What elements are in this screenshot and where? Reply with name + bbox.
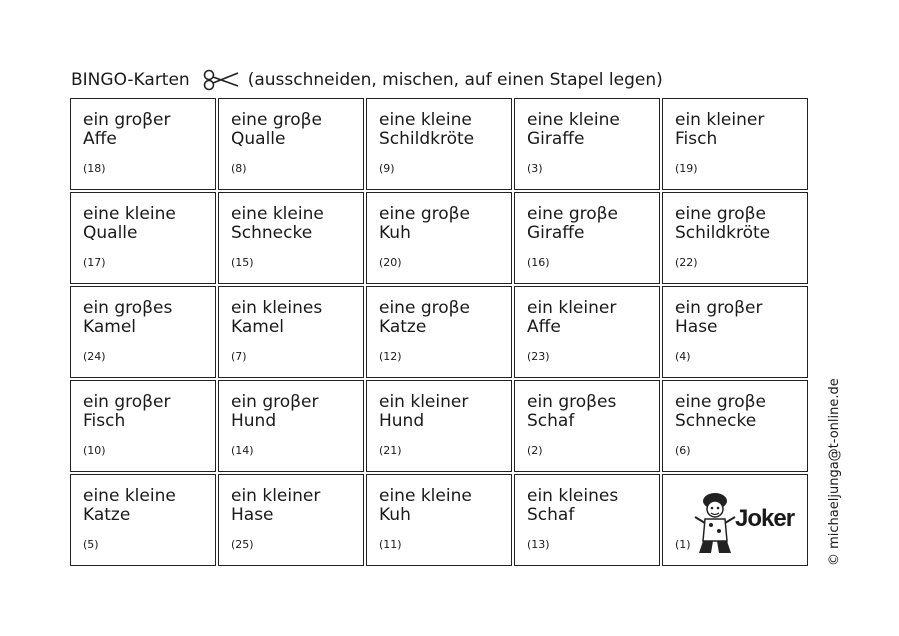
card-text: eine kleine Schnecke — [231, 204, 324, 243]
card-text: ein groβer Affe — [83, 110, 171, 149]
card-text: eine groβe Kuh — [379, 204, 470, 243]
bingo-card-joker — [662, 474, 808, 566]
card-number: (19) — [675, 162, 698, 175]
bingo-card — [662, 286, 808, 378]
bingo-card — [218, 192, 364, 284]
card-text: ein kleiner Hund — [379, 392, 469, 431]
card-text: ein groβes Kamel — [83, 298, 173, 337]
bingo-card — [514, 98, 660, 190]
bingo-card — [366, 98, 512, 190]
card-text: eine kleine Katze — [83, 486, 176, 525]
bingo-card — [70, 98, 216, 190]
card-text: ein kleiner Hase — [231, 486, 321, 525]
bingo-card — [662, 98, 808, 190]
bingo-card — [514, 474, 660, 566]
card-number: (14) — [231, 444, 254, 457]
card-text: eine kleine Kuh — [379, 486, 472, 525]
card-number: (11) — [379, 538, 402, 551]
bingo-card — [366, 474, 512, 566]
card-text: eine groβe Giraffe — [527, 204, 618, 243]
card-number: (8) — [231, 162, 247, 175]
card-number: (16) — [527, 256, 550, 269]
card-number: (18) — [83, 162, 106, 175]
card-number: (5) — [83, 538, 99, 551]
card-text: ein groβer Hase — [675, 298, 763, 337]
card-number: (15) — [231, 256, 254, 269]
copyright-notice: © michaeljunga@t-online.de — [827, 378, 842, 566]
card-number: (9) — [379, 162, 395, 175]
card-number: (13) — [527, 538, 550, 551]
card-number: (12) — [379, 350, 402, 363]
card-text: eine groβe Schnecke — [675, 392, 766, 431]
card-number: (10) — [83, 444, 106, 457]
card-number: (2) — [527, 444, 543, 457]
card-text: eine groβe Katze — [379, 298, 470, 337]
card-number: (20) — [379, 256, 402, 269]
clown-icon — [691, 491, 739, 557]
bingo-card — [70, 286, 216, 378]
card-number: (24) — [83, 350, 106, 363]
card-text: ein groβer Hund — [231, 392, 319, 431]
bingo-card — [366, 192, 512, 284]
page-title: BINGO-Karten — [71, 70, 190, 90]
bingo-card — [70, 474, 216, 566]
bingo-card — [514, 192, 660, 284]
card-text: eine groβe Qualle — [231, 110, 322, 149]
bingo-card — [70, 380, 216, 472]
card-number: (6) — [675, 444, 691, 457]
bingo-card — [366, 286, 512, 378]
card-number: (22) — [675, 256, 698, 269]
card-text: ein kleiner Fisch — [675, 110, 765, 149]
card-number: (25) — [231, 538, 254, 551]
bingo-card — [366, 380, 512, 472]
bingo-card — [662, 380, 808, 472]
card-number: (23) — [527, 350, 550, 363]
card-number: (7) — [231, 350, 247, 363]
scissors-icon — [202, 69, 240, 91]
bingo-card — [218, 286, 364, 378]
bingo-card-grid — [70, 98, 808, 567]
card-number: (21) — [379, 444, 402, 457]
card-text: eine groβe Schildkröte — [675, 204, 771, 243]
bingo-card — [70, 192, 216, 284]
page-instructions: (ausschneiden, mischen, auf einen Stapel legen) — [247, 70, 663, 90]
card-text: ein groβer Fisch — [83, 392, 171, 431]
card-number: (4) — [675, 350, 691, 363]
bingo-card — [218, 474, 364, 566]
card-number: (1) — [675, 538, 691, 551]
bingo-card — [514, 380, 660, 472]
joker-label: Joker — [735, 505, 795, 532]
bingo-card — [218, 98, 364, 190]
card-text: ein kleiner Affe — [527, 298, 617, 337]
bingo-card — [514, 286, 660, 378]
page-header — [71, 66, 663, 94]
bingo-card — [662, 192, 808, 284]
card-text: eine kleine Schildkröte — [379, 110, 475, 149]
card-text: ein groβes Schaf — [527, 392, 617, 431]
card-text: ein kleines Kamel — [231, 298, 323, 337]
card-text: eine kleine Giraffe — [527, 110, 620, 149]
card-text: ein kleines Schaf — [527, 486, 619, 525]
card-number: (17) — [83, 256, 106, 269]
card-number: (3) — [527, 162, 543, 175]
card-text: eine kleine Qualle — [83, 204, 176, 243]
bingo-card — [218, 380, 364, 472]
